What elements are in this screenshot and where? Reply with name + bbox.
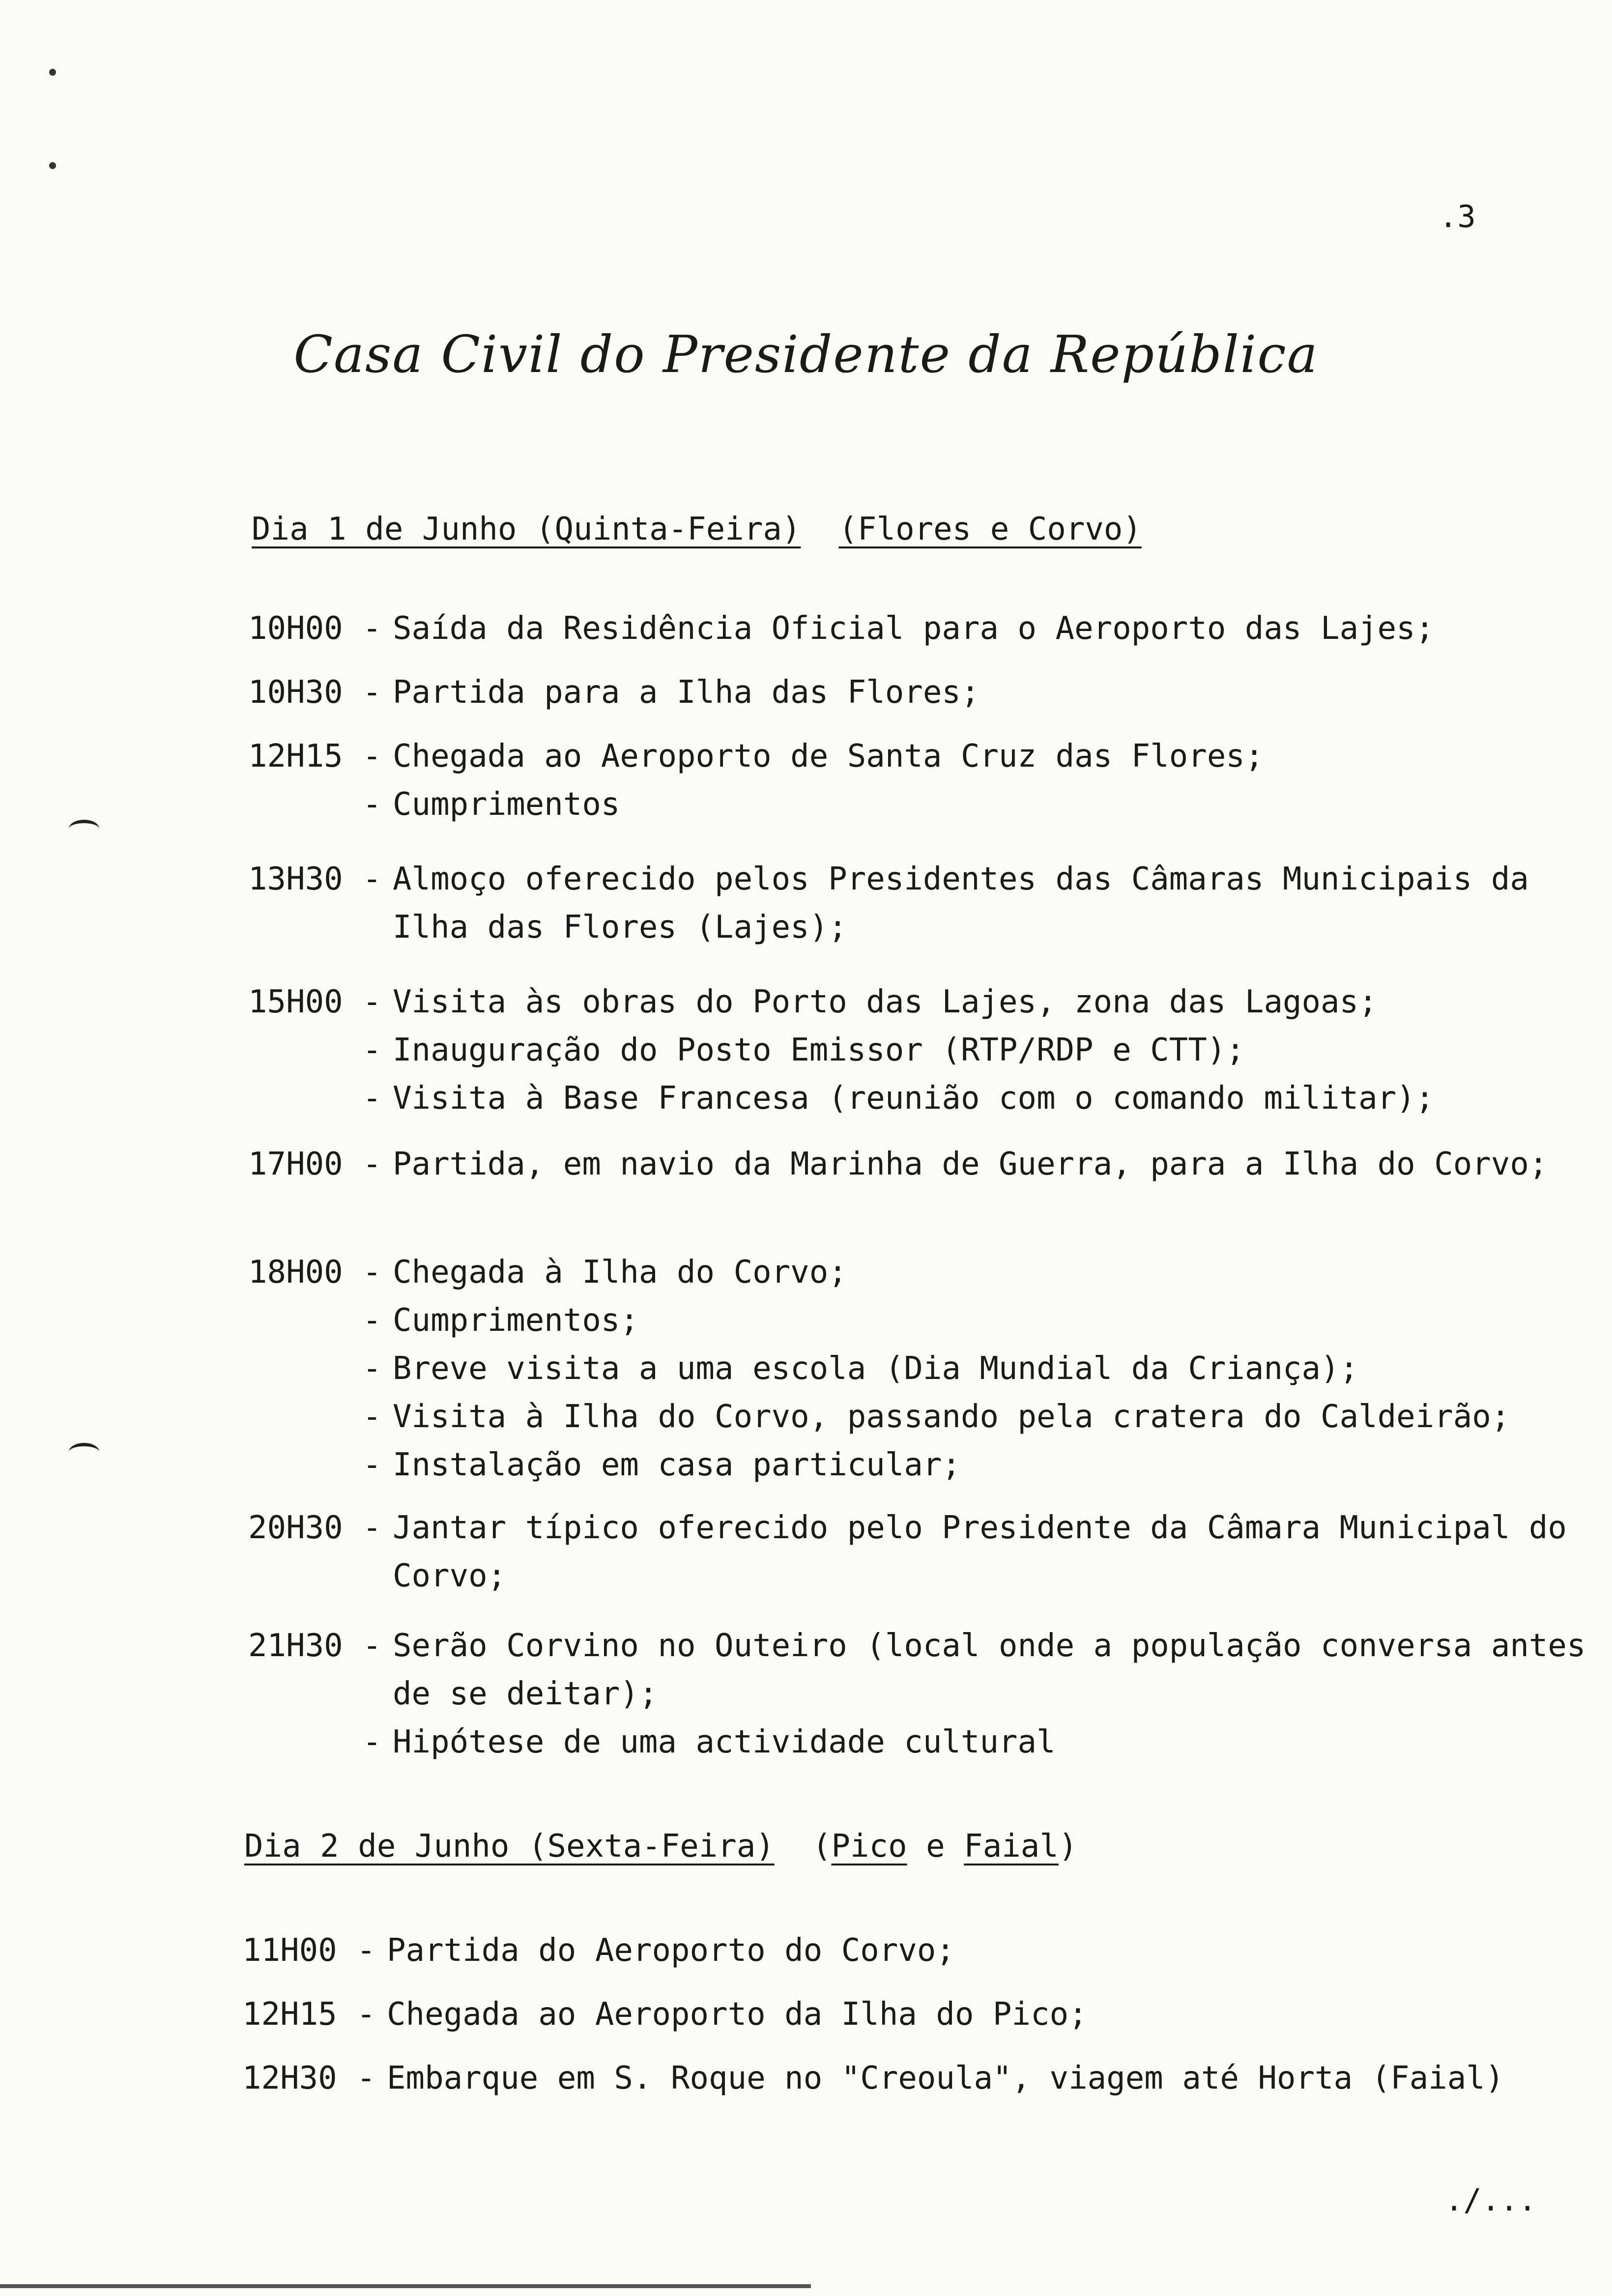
schedule-entry: [242, 2054, 1589, 2102]
day2-place-a: Pico: [831, 1828, 907, 1865]
dash: -: [356, 1996, 376, 2033]
page-number: .3: [1439, 199, 1476, 234]
margin-mark: [69, 820, 99, 838]
dash: -: [362, 1399, 382, 1435]
schedule-item: [248, 1026, 1595, 1074]
schedule-item: [248, 1248, 1595, 1296]
schedule-item: [242, 1926, 1589, 1975]
margin-mark: [69, 1443, 99, 1461]
time-label: 12H30: [242, 2060, 337, 2096]
schedule-entry: [248, 1622, 1595, 1766]
schedule-item: [248, 780, 1595, 829]
item-text: Cumprimentos;: [393, 1302, 639, 1339]
schedule-item: [242, 2054, 1589, 2102]
item-text: Almoço oferecido pelos Presidentes das Câmaras Municipais da Ilha das Flores (Lajes);: [393, 861, 1529, 946]
schedule-item: [248, 1345, 1595, 1393]
dash: -: [362, 1724, 382, 1760]
schedule-item: [248, 732, 1595, 780]
item-text: Chegada ao Aeroporto da Ilha do Pico;: [387, 1996, 1088, 2033]
time-label: 17H00: [248, 1146, 343, 1182]
time-label: 15H00: [248, 984, 343, 1020]
dash: -: [362, 1146, 382, 1182]
item-text: Chegada ao Aeroporto de Santa Cruz das Flores;: [393, 738, 1264, 775]
dash: -: [362, 1032, 382, 1068]
schedule-entry: [248, 1504, 1595, 1600]
day1-heading: [252, 511, 1142, 547]
schedule-entry: [248, 855, 1595, 951]
item-text: Chegada à Ilha do Corvo;: [393, 1254, 847, 1291]
day1-date: Dia 1 de Junho (Quinta-Feira): [252, 511, 801, 547]
item-text: Hipótese de uma actividade cultural: [393, 1724, 1056, 1760]
schedule-entry: [248, 732, 1595, 829]
schedule-entry: [248, 1140, 1595, 1188]
item-text: Visita às obras do Porto das Lajes, zona das Lagoas;: [393, 984, 1378, 1020]
punch-mark: [49, 162, 56, 169]
time-label: 18H00: [248, 1254, 343, 1291]
schedule-item: [242, 1990, 1589, 2038]
schedule-item: [248, 1622, 1595, 1718]
time-label: 10H00: [248, 610, 343, 647]
schedule-entry: [242, 1926, 1589, 1975]
dash: -: [362, 1628, 382, 1664]
time-label: 20H30: [248, 1510, 343, 1546]
item-text: Partida, em navio da Marinha de Guerra, para a Ilha do Corvo;: [393, 1146, 1548, 1182]
item-text: Partida do Aeroporto do Corvo;: [387, 1932, 955, 1969]
day2-heading: Dia 2 de Junho (Sexta-Feira) (Pico e Faial): [244, 1828, 1078, 1865]
schedule-item: [248, 1718, 1595, 1766]
item-text: Serão Corvino no Outeiro (local onde a população conversa antes de se deitar);: [393, 1628, 1586, 1712]
schedule-entry: [242, 1990, 1589, 2038]
dash: -: [362, 1350, 382, 1387]
schedule-item: [248, 1140, 1595, 1188]
punch-mark: [49, 69, 56, 76]
time-label: 10H30: [248, 674, 343, 711]
day2-place-b: Faial: [964, 1828, 1059, 1865]
schedule-item: [248, 604, 1595, 653]
schedule-item: [248, 1441, 1595, 1489]
schedule-item: [248, 855, 1595, 951]
scan-edge: [0, 2284, 811, 2288]
dash: -: [362, 1080, 382, 1117]
dash: -: [362, 1302, 382, 1339]
item-text: Breve visita a uma escola (Dia Mundial da Criança);: [393, 1350, 1359, 1387]
schedule-entry: [248, 978, 1595, 1122]
schedule-item: [248, 1296, 1595, 1345]
item-text: Inauguração do Posto Emissor (RTP/RDP e CTT);: [393, 1032, 1245, 1068]
dash: -: [362, 861, 382, 897]
schedule-item: [248, 668, 1595, 717]
dash: -: [362, 738, 382, 775]
dash: -: [362, 1254, 382, 1291]
item-text: Embarque em S. Roque no "Creoula", viagem até Horta (Faial): [387, 2060, 1504, 2096]
time-label: 21H30: [248, 1628, 343, 1664]
dash: -: [356, 2060, 376, 2096]
dash: -: [362, 786, 382, 823]
item-text: Visita à Ilha do Corvo, passando pela cratera do Caldeirão;: [393, 1399, 1510, 1435]
schedule-item: [248, 1393, 1595, 1441]
time-label: 11H00: [242, 1932, 337, 1969]
schedule-entry: [248, 604, 1595, 653]
day2-date: Dia 2 de Junho (Sexta-Feira): [244, 1828, 775, 1865]
dash: -: [362, 1510, 382, 1546]
letterhead: Casa Civil do Presidente da República: [293, 324, 1319, 384]
item-text: Instalação em casa particular;: [393, 1447, 961, 1483]
schedule-item: [248, 1504, 1595, 1600]
schedule-entry: [248, 668, 1595, 717]
continuation-mark: ./...: [1445, 2182, 1537, 2218]
item-text: Partida para a Ilha das Flores;: [393, 674, 980, 711]
day1-place: (Flores e Corvo): [838, 511, 1142, 547]
time-label: 12H15: [242, 1996, 337, 2033]
item-text: Jantar típico oferecido pelo Presidente da Câmara Municipal do Corvo;: [393, 1510, 1567, 1594]
dash: -: [362, 610, 382, 647]
schedule-item: [248, 1074, 1595, 1122]
dash: -: [362, 674, 382, 711]
dash: -: [362, 1447, 382, 1483]
dash: -: [362, 984, 382, 1020]
schedule-entry: [248, 1248, 1595, 1489]
time-label: 12H15: [248, 738, 343, 775]
dash: -: [356, 1932, 376, 1969]
item-text: Cumprimentos: [393, 786, 620, 823]
time-label: 13H30: [248, 861, 343, 897]
item-text: Saída da Residência Oficial para o Aeroporto das Lajes;: [393, 610, 1435, 647]
item-text: Visita à Base Francesa (reunião com o comando militar);: [393, 1080, 1435, 1117]
schedule-item: [248, 978, 1595, 1026]
